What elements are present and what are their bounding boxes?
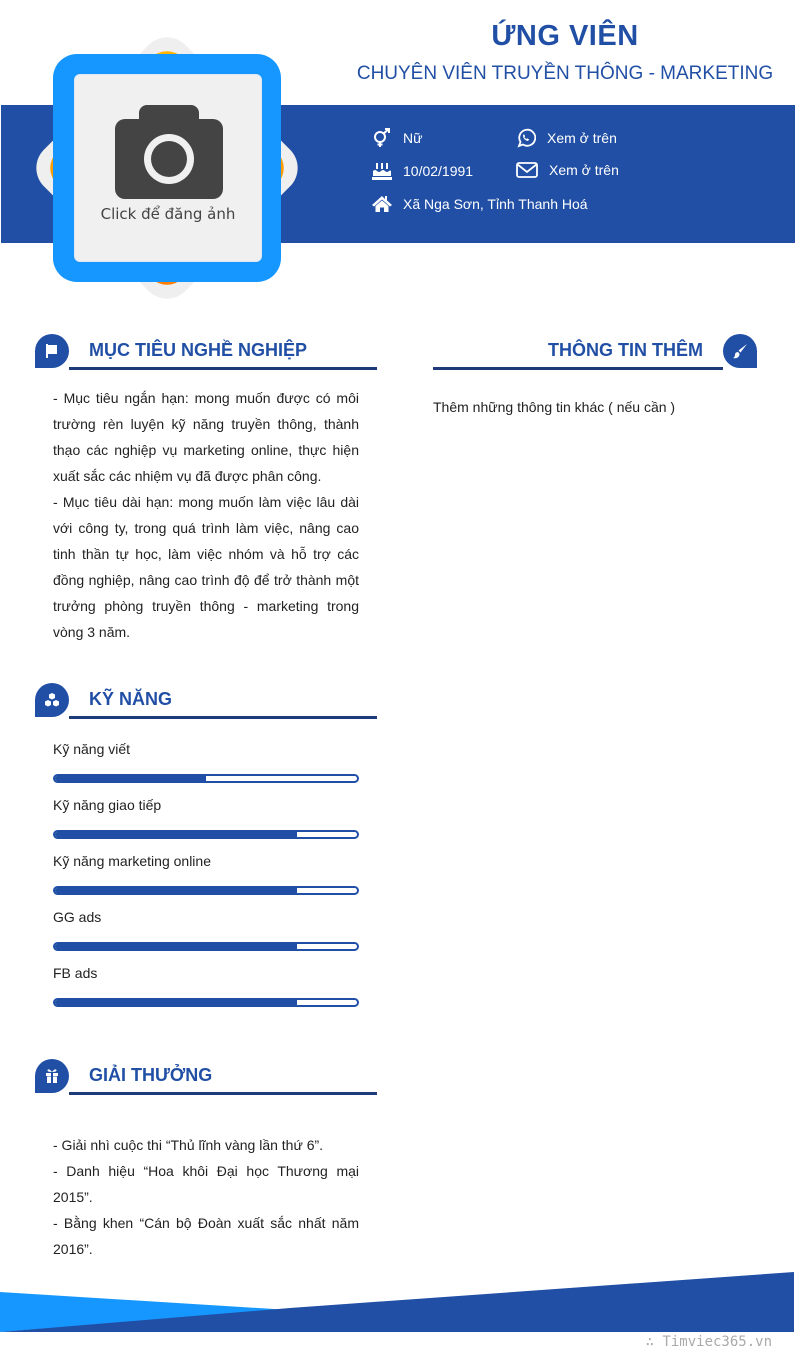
phone-value: Xem ở trên bbox=[547, 130, 617, 146]
skill-item bbox=[53, 853, 359, 895]
awards-list bbox=[53, 1132, 359, 1262]
skill-label: Kỹ năng marketing online bbox=[53, 853, 211, 869]
section-title: KỸ NĂNG bbox=[89, 689, 173, 709]
section-divider bbox=[69, 716, 377, 719]
section-title: MỤC TIÊU NGHỀ NGHIỆP bbox=[89, 340, 308, 360]
birthday-value: 10/02/1991 bbox=[403, 163, 474, 179]
award-item: - Bằng khen “Cán bộ Đoàn xuất sắc nhất năm 2016”. bbox=[53, 1215, 359, 1257]
candidate-name: ỨNG VIÊN bbox=[491, 20, 639, 52]
skill-bar-fill bbox=[55, 944, 297, 949]
skill-label: Kỹ năng giao tiếp bbox=[53, 797, 162, 813]
section-divider bbox=[433, 367, 723, 370]
paintbrush-icon bbox=[732, 343, 748, 359]
birthday-cake-icon bbox=[372, 161, 392, 181]
skill-bar bbox=[53, 998, 359, 1007]
objective-short-term: - Mục tiêu ngắn hạn: mong muốn được có môi trường rèn luyện kỹ năng truyền thông, thành thạo các nghiệp vụ marketing online, thực hiện xuất sắc các nhiệm vụ đã được phân công. bbox=[53, 390, 359, 484]
skill-item bbox=[53, 797, 359, 839]
camera-icon bbox=[115, 105, 223, 199]
photo-upload-label: Click để đăng ảnh bbox=[100, 205, 236, 223]
skill-bar-fill bbox=[55, 1000, 297, 1005]
flag-icon bbox=[44, 343, 60, 359]
address-value: Xã Nga Sơn, Tỉnh Thanh Hoá bbox=[403, 196, 588, 212]
skill-bar-fill bbox=[55, 832, 297, 837]
footer-wave bbox=[0, 1270, 800, 1332]
section-awards-heading bbox=[35, 1059, 377, 1095]
section-title: THÔNG TIN THÊM bbox=[548, 340, 703, 360]
skill-label: Kỹ năng viết bbox=[53, 741, 131, 757]
info-phone bbox=[516, 128, 617, 148]
section-icon-badge bbox=[723, 334, 757, 368]
cubes-icon bbox=[44, 692, 60, 708]
skill-bar-fill bbox=[55, 776, 206, 781]
gender-icon bbox=[372, 128, 392, 148]
section-icon-badge bbox=[35, 1059, 69, 1093]
info-birthday bbox=[372, 161, 473, 181]
objective-long-term: - Mục tiêu dài hạn: mong muốn làm việc lâu dài với công ty, trong quá trình làm việc, nâng cao tinh thần tự học, làm việc nhóm và hỗ trợ các đồng nghiệp, nâng cao trình độ để trở thành một trưởng phòng truyền thông - marketing trong vòng 3 năm. bbox=[53, 494, 359, 640]
section-skills-heading bbox=[35, 683, 377, 719]
job-title: CHUYÊN VIÊN TRUYỀN THÔNG - MARKETING bbox=[356, 63, 774, 84]
section-objective-heading bbox=[35, 334, 377, 370]
gender-value: Nữ bbox=[403, 130, 423, 146]
info-email bbox=[516, 161, 619, 179]
skill-bar-fill bbox=[55, 888, 297, 893]
skill-bar bbox=[53, 886, 359, 895]
skill-bar bbox=[53, 830, 359, 839]
extra-text: Thêm những thông tin khác ( nếu cần ) bbox=[433, 399, 676, 415]
skill-label: GG ads bbox=[53, 909, 102, 925]
skill-label: FB ads bbox=[53, 965, 98, 981]
skill-bar bbox=[53, 774, 359, 783]
skill-item bbox=[53, 965, 359, 1007]
info-gender bbox=[372, 128, 422, 148]
award-item: - Danh hiệu “Hoa khôi Đại học Thương mại 2015”. bbox=[53, 1163, 359, 1205]
skill-item bbox=[53, 909, 359, 951]
home-icon bbox=[372, 194, 392, 214]
section-divider bbox=[69, 1092, 377, 1095]
avatar-frame bbox=[26, 27, 308, 309]
photo-upload-button[interactable] bbox=[74, 74, 262, 262]
section-divider bbox=[69, 367, 377, 370]
section-title: GIẢI THƯỞNG bbox=[89, 1065, 213, 1085]
section-extra-heading bbox=[433, 334, 757, 370]
watermark: ∴ Timviec365.vn bbox=[645, 1334, 772, 1350]
info-address bbox=[372, 194, 588, 214]
envelope-icon bbox=[516, 161, 538, 179]
email-value: Xem ở trên bbox=[549, 162, 619, 178]
skill-item bbox=[53, 741, 359, 783]
section-icon-badge bbox=[35, 334, 69, 368]
whatsapp-phone-icon bbox=[516, 128, 536, 148]
award-item: - Giải nhì cuộc thi “Thủ lĩnh vàng lần thứ 6”. bbox=[53, 1137, 324, 1153]
objective-text bbox=[53, 385, 359, 645]
section-icon-badge bbox=[35, 683, 69, 717]
gift-icon bbox=[44, 1068, 60, 1084]
skill-bar bbox=[53, 942, 359, 951]
